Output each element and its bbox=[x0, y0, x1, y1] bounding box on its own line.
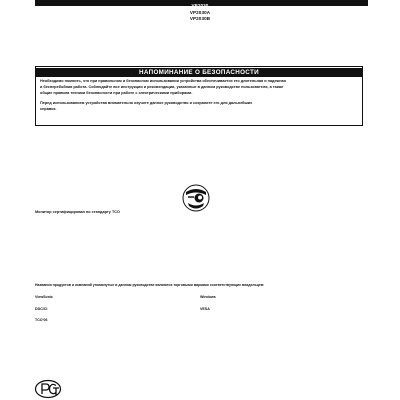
pct-certification-mark-icon bbox=[34, 379, 62, 399]
trademark-item: TCO'06 bbox=[35, 318, 48, 322]
safety-text-line: общие правила техники безопасности при работе с электрическими приборами. bbox=[40, 90, 193, 95]
model-name: VP2030B bbox=[189, 16, 211, 21]
safety-text-line: Необходимо помнить, что при правильном и безопасном использовании устройства обеспечивается его длительная и надежная bbox=[40, 79, 286, 83]
safety-reminder-box bbox=[35, 66, 363, 126]
safety-title: НАПОМИНАНИЕ О БЕЗОПАСНОСТИ bbox=[36, 68, 362, 77]
model-name: VP2030A bbox=[189, 9, 211, 15]
safety-text-line: Перед использованием устройства внимательно изучите данное руководство и сохраните его для дальнейших bbox=[40, 101, 253, 105]
trademark-item: VESA bbox=[200, 307, 210, 311]
certification-badge-icon bbox=[182, 183, 210, 213]
trademark-item: DDC/CI bbox=[35, 307, 48, 311]
safety-text-line: справок. bbox=[40, 106, 57, 111]
safety-text-line: и бесперебойная работа. Соблюдайте все инструкции и рекомендации, указанные в данном руководстве пользователя, а также bbox=[40, 84, 284, 89]
model-name: VP2030 bbox=[191, 3, 209, 8]
trademark-item: ViewSonic bbox=[35, 295, 53, 299]
trademark-item: Windows bbox=[200, 295, 216, 299]
badge-caption: Монитор сертифицирован по стандарту TCO bbox=[35, 210, 120, 214]
model-list bbox=[0, 3, 400, 23]
trademark-intro: Названия продуктов и компаний упомянутые в данном руководстве являются торговыми марками соответствующих владельцев: bbox=[35, 283, 265, 287]
